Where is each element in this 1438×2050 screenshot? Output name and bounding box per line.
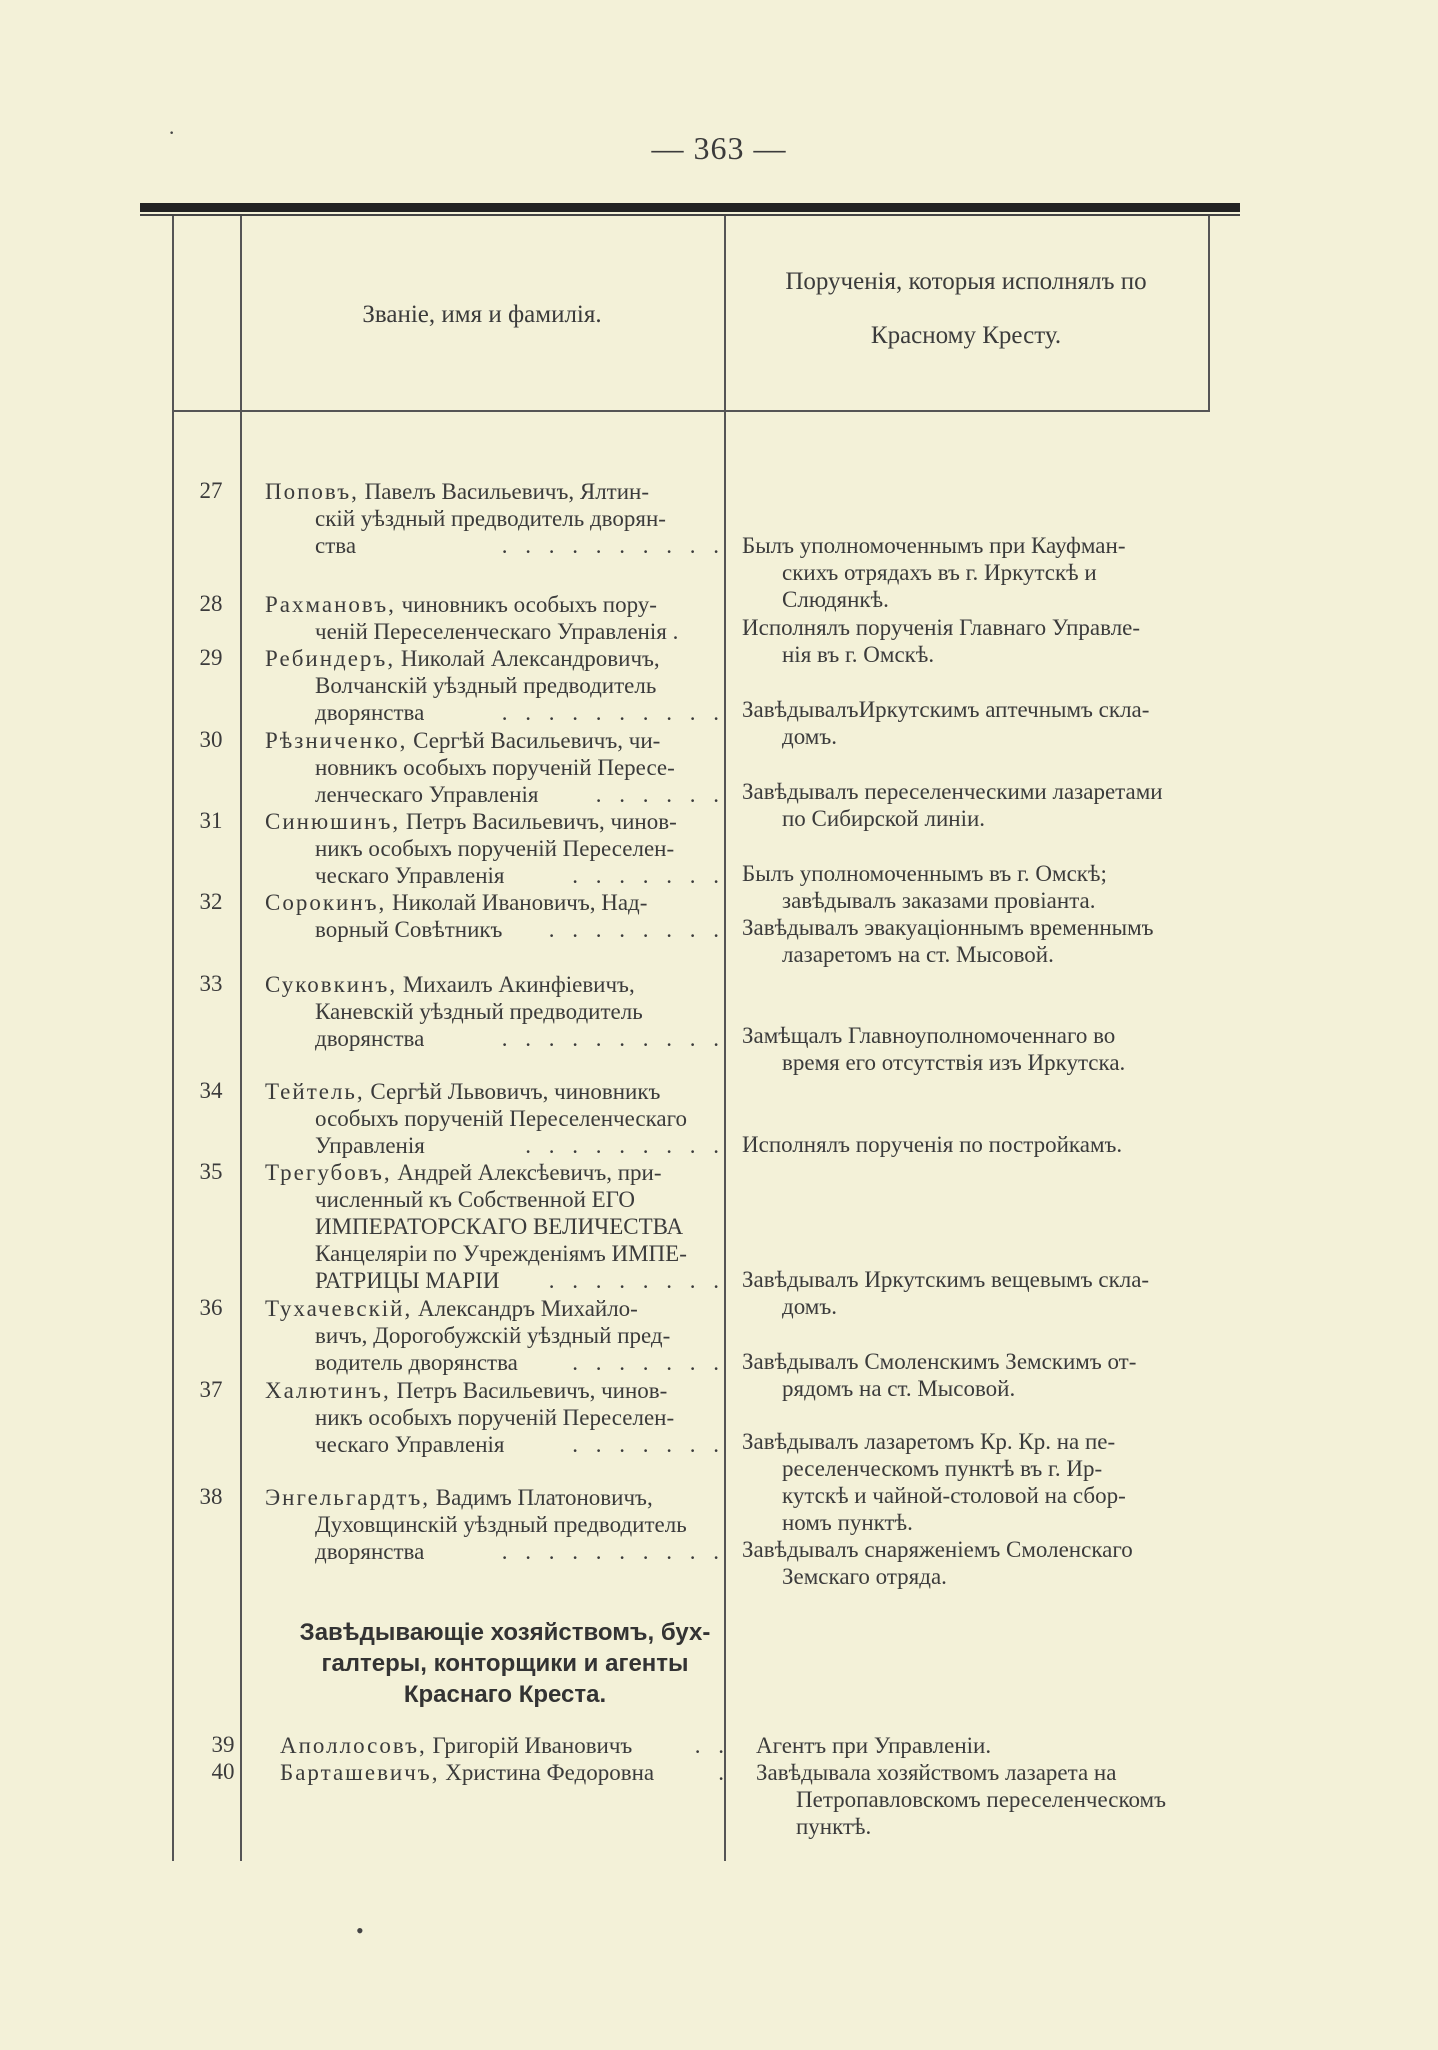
surname: Халютинъ, (265, 1378, 391, 1403)
header-duty-column (726, 255, 1206, 363)
name-line: Тейтель, Сергѣй Львовичъ, чиновникъ (265, 1079, 661, 1104)
duty-line: нія въ г. Омскѣ. (782, 642, 935, 667)
entry-duty (742, 696, 1207, 750)
entry-number: 31 (199, 808, 223, 833)
leader-dots: . . . . . . . . . . (501, 1539, 725, 1564)
name-line: дворянства . . . . . . . . . . (315, 1539, 725, 1564)
entry-number: 35 (199, 1159, 223, 1184)
name-line: дворянства . . . . . . . . . . (315, 1026, 725, 1051)
duty-line: реселенческомъ пунктѣ въ г. Ир- (782, 1456, 1103, 1481)
header-duty-line-2: Красному Кресту. (870, 322, 1062, 349)
entry-number: 32 (199, 889, 223, 914)
surname: Сорокинъ, (265, 890, 387, 915)
surname: Ребиндеръ, (265, 646, 396, 671)
name-line: особыхъ порученій Переселенческаго (315, 1106, 687, 1131)
leader-dots: . . . . . . . (572, 863, 725, 888)
entry-number: 40 (211, 1759, 235, 1784)
top-rule-thin (140, 214, 1240, 216)
name-line: Ребиндеръ, Николай Александровичъ, (265, 646, 660, 671)
name-line: Канцеляріи по Учрежденіямъ ИМПЕ- (315, 1241, 687, 1266)
entry-number: 37 (199, 1377, 223, 1402)
section-heading-line: Краснаго Креста. (403, 1681, 607, 1708)
duty-line: номъ пунктѣ. (782, 1510, 913, 1535)
entry-duty (742, 1266, 1207, 1320)
name-line: Трегубовъ, Андрей Алексѣевичъ, при- (265, 1160, 662, 1185)
leader-dots: . . . . . . . . . . (501, 533, 725, 558)
page-number: — 363 — (651, 130, 787, 166)
entry-duty (742, 1131, 1207, 1158)
leader-dots: . . . . . . . (572, 1432, 725, 1457)
duty-line: Земскаго отряда. (782, 1564, 947, 1589)
name-line: водитель дворянства . . . . . . . (315, 1350, 725, 1375)
surname: Синюшинъ, (265, 809, 401, 834)
name-line: ческаго Управленія . . . . . . . (315, 863, 725, 888)
duty-line: Агентъ при Управленіи. (756, 1733, 992, 1758)
leader-dots: . . . . . . . (572, 1350, 725, 1375)
duty-line: Завѣдывалъ переселенческими лазаретами (742, 779, 1163, 804)
name-line: Тухачевскій, Александръ Михайло- (265, 1296, 638, 1321)
entry-name (265, 1159, 725, 1294)
surname: Суковкинъ, (265, 972, 398, 997)
entry-name (265, 727, 725, 808)
duty-line: Былъ уполномоченнымъ при Кауфман- (742, 533, 1126, 558)
surname: Аполлосовъ, (280, 1733, 427, 1758)
name-line: Аполлосовъ, Григорій Ивановичъ . . (280, 1733, 730, 1758)
name-line: Суковкинъ, Михаилъ Акинфіевичъ, (265, 972, 635, 997)
duty-line: время его отсутствія изъ Иркутска. (782, 1050, 1126, 1075)
header-duty-line-1: Порученія, которыя исполнялъ по (785, 268, 1147, 295)
duty-line: Завѣдывалъ снаряженіемъ Смоленскаго (742, 1537, 1133, 1562)
duty-line: Слюдянкѣ. (782, 587, 889, 612)
duty-line: Завѣдывалъ эвакуаціоннымъ временнымъ (742, 915, 1154, 940)
duty-line: завѣдывалъ заказами провіанта. (782, 888, 1096, 913)
entry-name (265, 1295, 725, 1376)
entry-name (265, 1078, 725, 1159)
entry-duty (756, 1759, 1208, 1840)
duty-line: рядомъ на ст. Мысовой. (782, 1376, 1016, 1401)
entry-duty (742, 532, 1207, 613)
leader-dots: . (718, 1760, 730, 1785)
duty-line: лазаретомъ на ст. Мысовой. (782, 942, 1054, 967)
name-line: дворянства . . . . . . . . . . (315, 700, 725, 725)
name-line: ИМПЕРАТОРСКАГО ВЕЛИЧЕСТВА (315, 1214, 684, 1239)
name-line: никъ особыхъ порученій Переселен- (315, 836, 675, 861)
name-line: Рахмановъ, чиновникъ особыхъ пору- (265, 592, 657, 617)
name-line: новникъ особыхъ порученій Пересе- (315, 755, 675, 780)
entry-name (265, 1484, 725, 1565)
duty-line: скихъ отрядахъ въ г. Иркутскѣ и (782, 560, 1097, 585)
duty-line: домъ. (782, 1294, 837, 1319)
entry-duty (742, 1428, 1207, 1536)
name-line: Халютинъ, Петръ Васильевичъ, чинов- (265, 1378, 668, 1403)
entry-name (265, 645, 725, 726)
surname: Рахмановъ, (265, 592, 396, 617)
duty-line: Замѣщалъ Главноуполномоченнаго во (742, 1023, 1116, 1048)
name-line: никъ особыхъ порученій Переселен- (315, 1405, 675, 1430)
name-line: Синюшинъ, Петръ Васильевичъ, чинов- (265, 809, 677, 834)
leader-dots: . . . . . . . . . . (501, 700, 725, 725)
name-line: ворный Совѣтникъ . . . . . . . . (315, 917, 725, 942)
leader-dots: . . . . . . . . . . (501, 1026, 725, 1051)
entry-duty (742, 1348, 1207, 1402)
entry-number: 28 (199, 591, 223, 616)
duty-line: ЗавѣдывалъИркутскимъ аптечнымъ скла- (742, 697, 1150, 722)
top-rule (140, 203, 1240, 212)
name-line: вичъ, Дорогобужскій уѣздный пред- (315, 1323, 671, 1348)
column-line-left (172, 216, 174, 1861)
duty-line: Завѣдывалъ лазаретомъ Кр. Кр. на пе- (742, 1429, 1116, 1454)
duty-line: Завѣдывалъ Смоленскимъ Земскимъ от- (742, 1349, 1137, 1374)
section-heading-line: Завѣдывающіе хозяйствомъ, бух- (299, 1619, 711, 1646)
entry-duty (742, 860, 1207, 914)
entry-duty (742, 778, 1207, 832)
duty-line: Былъ уполномоченнымъ въ г. Омскѣ; (742, 861, 1107, 886)
name-line: ства . . . . . . . . . . (315, 533, 725, 558)
duty-line: Исполнялъ порученія по постройкамъ. (742, 1132, 1123, 1157)
entry-duty (756, 1732, 1208, 1759)
duty-line: Завѣдывалъ Иркутскимъ вещевымъ скла- (742, 1267, 1150, 1292)
print-mark: · (168, 120, 176, 145)
entry-name (265, 889, 725, 943)
entry-name (280, 1732, 730, 1759)
entry-number: 30 (199, 727, 223, 752)
duty-line: по Сибирской линіи. (782, 806, 986, 831)
duty-line: пунктѣ. (796, 1814, 872, 1839)
entry-number: 39 (211, 1732, 235, 1757)
entry-duty (742, 1022, 1207, 1076)
entry-duty (742, 614, 1207, 668)
leader-dots: . . . . . . (595, 782, 725, 807)
surname: Барташевичъ, (280, 1760, 440, 1785)
name-line: Духовщинскій уѣздный предводитель (315, 1512, 687, 1537)
leader-dots: . . (694, 1733, 730, 1758)
surname: Тейтель, (265, 1079, 365, 1104)
name-line: скій уѣздный предводитель дворян- (315, 506, 666, 531)
name-line: Барташевичъ, Христина Федоровна . (280, 1760, 730, 1785)
entry-number: 34 (199, 1078, 223, 1103)
leader-dots: . . . . . . . . (548, 1268, 725, 1293)
entry-duty (742, 914, 1207, 968)
entry-number: 27 (199, 478, 223, 503)
name-line: Поповъ, Павелъ Васильевичъ, Ялтин- (265, 479, 649, 504)
entry-number: 29 (199, 645, 223, 670)
section-heading (270, 1617, 740, 1710)
name-line: численный къ Собственной ЕГО (315, 1187, 636, 1212)
name-line: ченій Переселенческаго Управленія . (315, 619, 679, 644)
header-bottom-line (172, 410, 1210, 412)
leader-dots: . . . . . . . . . (525, 1133, 725, 1158)
surname: Трегубовъ, (265, 1160, 392, 1185)
entry-name (280, 1759, 730, 1786)
name-line: ческаго Управленія . . . . . . . (315, 1432, 725, 1457)
entry-name (265, 971, 725, 1052)
name-line: ленческаго Управленія . . . . . . (315, 782, 725, 807)
name-line: Каневскій уѣздный предводитель (315, 999, 643, 1024)
entry-duty (742, 1536, 1207, 1590)
column-line-right (1208, 216, 1210, 411)
section-heading-line: галтеры, конторщики и агенты (321, 1650, 689, 1677)
entry-name (265, 1377, 725, 1458)
name-line: Волчанскій уѣздный предводитель (315, 673, 657, 698)
surname: Рѣзниченко, (265, 728, 408, 753)
entry-name (265, 591, 725, 645)
name-line: Сорокинъ, Николай Ивановичъ, Над- (265, 890, 648, 915)
name-line: Рѣзниченко, Сергѣй Васильевичъ, чи- (265, 728, 661, 753)
header-name-column: Званіе, имя и фамилія. (362, 301, 602, 328)
duty-line: Петропавловскомъ переселенческомъ (796, 1787, 1166, 1812)
duty-line: домъ. (782, 724, 837, 749)
entry-number: 36 (199, 1295, 223, 1320)
surname: Энгельгардтъ, (265, 1485, 431, 1510)
name-line: Энгельгардтъ, Вадимъ Платоновичъ, (265, 1485, 653, 1510)
entry-name (265, 808, 725, 889)
leader-dots: . . . . . . . . (548, 917, 725, 942)
column-line-num (240, 216, 242, 1861)
surname: Тухачевскій, (265, 1296, 413, 1321)
name-line: Управленія . . . . . . . . . (315, 1133, 725, 1158)
entry-number: 33 (199, 971, 223, 996)
duty-line: Исполнялъ порученія Главнаго Управле- (742, 615, 1141, 640)
entry-number: 38 (199, 1484, 223, 1509)
name-line: РАТРИЦЫ МАРІИ . . . . . . . . (315, 1268, 725, 1293)
print-mark: • (356, 1918, 364, 1943)
duty-line: кутскѣ и чайной-столовой на сбор- (782, 1483, 1126, 1508)
surname: Поповъ, (265, 479, 359, 504)
duty-line: Завѣдывала хозяйствомъ лазарета на (756, 1760, 1117, 1785)
entry-name (265, 478, 725, 559)
